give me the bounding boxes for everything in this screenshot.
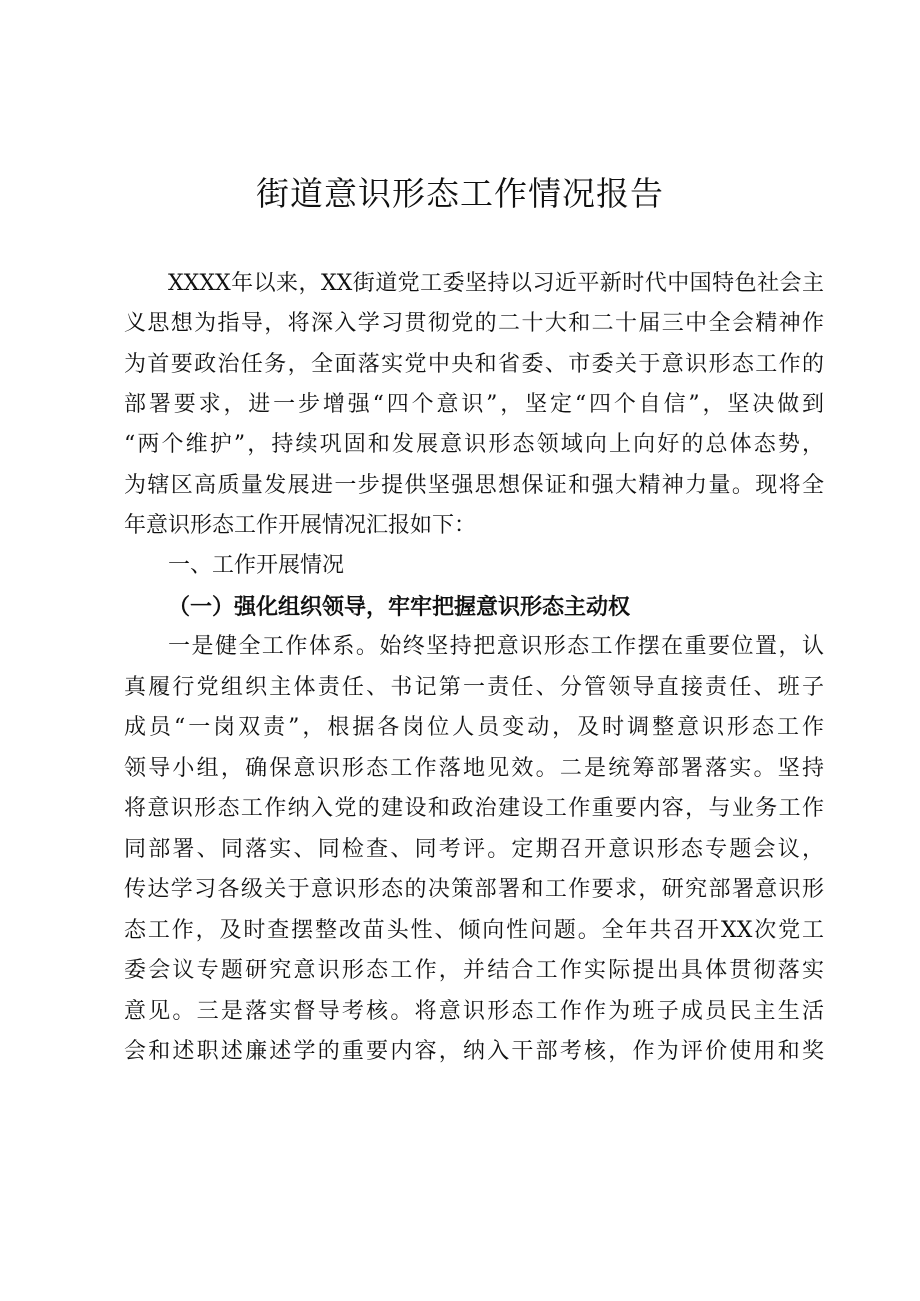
paragraph-line: 会和述职述廉述学的重要内容，纳入干部考核，作为评价使用和奖 (124, 1039, 824, 1064)
paragraph-line: 成员“一岗双责”，根据各岗位人员变动，及时调整意识形态工作 (124, 715, 824, 740)
document-title: 街道意识形态工作情况报告 (256, 174, 664, 213)
paragraph-line: 意见。三是落实督导考核。将意识形态工作作为班子成员民主生活 (124, 999, 824, 1024)
paragraph-line: 年意识形态工作开展情况汇报如下： (124, 513, 477, 538)
paragraph-line: 委会议专题研究意识形态工作，并结合工作实际提出具体贯彻落实 (124, 958, 824, 983)
paragraph-line: 为辖区高质量发展进一步提供坚强思想保证和强大精神力量。现将全 (124, 473, 824, 498)
paragraph-line: “两个维护”，持续巩固和发展意识形态领域向上向好的总体态势， (124, 432, 824, 457)
paragraph-line: 传达学习各级关于意识形态的决策部署和工作要求，研究部署意识形 (124, 877, 824, 902)
paragraph-line: 义思想为指导，将深入学习贯彻党的二十大和二十届三中全会精神作 (124, 311, 824, 336)
paragraph-line: 为首要政治任务，全面落实党中央和省委、市委关于意识形态工作的 (124, 352, 824, 377)
paragraph-line: 领导小组，确保意识形态工作落地见效。二是统筹部署落实。坚持 (124, 756, 824, 781)
paragraph-line: 一是健全工作体系。始终坚持把意识形态工作摆在重要位置，认 (168, 634, 824, 659)
subsection-heading: （一）强化组织领导，牢牢把握意识形态主动权 (168, 594, 631, 620)
paragraph-line: 态工作，及时查摆整改苗头性、倾向性问题。全年共召开XX次党工 (124, 918, 824, 943)
paragraph-line: XXXX年以来，XX街道党工委坚持以习近平新时代中国特色社会主 (168, 271, 824, 296)
paragraph-line: 同部署、同落实、同检查、同考评。定期召开意识形态专题会议， (124, 837, 824, 862)
paragraph-line: 将意识形态工作纳入党的建设和政治建设工作重要内容，与业务工作 (124, 796, 824, 821)
paragraph-line: 部署要求，进一步增强“四个意识”，坚定“四个自信”，坚决做到 (124, 392, 824, 417)
section-heading: 一、工作开展情况 (168, 553, 345, 578)
paragraph-line: 真履行党组织主体责任、书记第一责任、分管领导直接责任、班子 (124, 675, 824, 700)
